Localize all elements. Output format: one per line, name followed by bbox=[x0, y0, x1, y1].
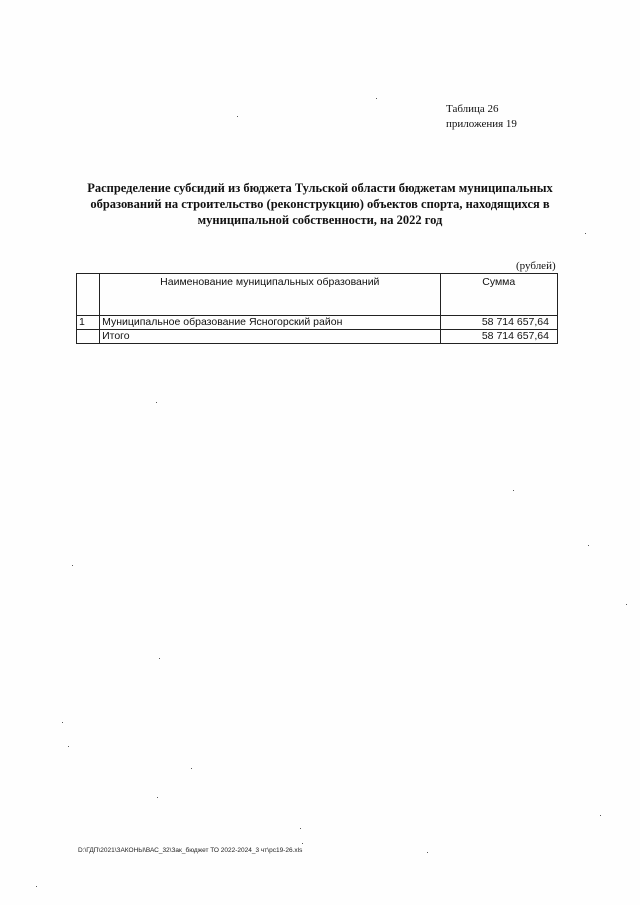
appendix-number: приложения 19 bbox=[446, 118, 517, 130]
scan-speck bbox=[157, 797, 158, 798]
scan-speck bbox=[68, 746, 69, 747]
scan-speck bbox=[300, 828, 301, 829]
scan-speck bbox=[588, 545, 589, 546]
scan-speck bbox=[427, 852, 428, 853]
title-line-1: Распределение субсидий из бюджета Тульской области бюджетам муниципальных bbox=[87, 181, 553, 195]
title-line-3: муниципальной собственности, на 2022 год bbox=[197, 213, 443, 227]
scan-speck bbox=[159, 658, 160, 659]
scan-speck bbox=[62, 722, 63, 723]
header-sum: Сумма bbox=[440, 274, 558, 316]
scan-speck bbox=[156, 402, 157, 403]
scan-speck bbox=[191, 768, 192, 769]
scan-speck bbox=[237, 116, 238, 117]
scan-speck bbox=[626, 604, 627, 605]
scan-speck bbox=[36, 886, 37, 887]
scan-speck bbox=[600, 815, 601, 816]
row-number: 1 bbox=[77, 316, 100, 330]
scan-speck bbox=[585, 233, 586, 234]
file-path: D:\ГДП\2021\ЗАКОНЫ\ВАС_32\Зак_бюджет ТО 2022-2024_3 чт\рс19-26.xls bbox=[78, 847, 303, 854]
total-sum: 58 714 657,64 bbox=[440, 330, 558, 344]
header-name: Наименование муниципальных образований bbox=[100, 274, 440, 316]
table-number: Таблица 26 bbox=[446, 103, 499, 115]
document-title bbox=[70, 180, 570, 228]
scan-speck bbox=[376, 98, 377, 99]
scan-speck bbox=[72, 565, 73, 566]
subsidy-table bbox=[76, 273, 558, 344]
scan-speck bbox=[302, 843, 303, 844]
table-row bbox=[77, 316, 558, 330]
total-number bbox=[77, 330, 100, 344]
total-label: Итого bbox=[100, 330, 440, 344]
units-label: (рублей) bbox=[516, 260, 556, 272]
scan-speck bbox=[513, 490, 514, 491]
table-total-row bbox=[77, 330, 558, 344]
table-reference bbox=[446, 102, 517, 132]
header-number bbox=[77, 274, 100, 316]
row-sum: 58 714 657,64 bbox=[440, 316, 558, 330]
row-name: Муниципальное образование Ясногорский район bbox=[100, 316, 440, 330]
table-header-row bbox=[77, 274, 558, 316]
title-line-2: образований на строительство (реконструкцию) объектов спорта, находящихся в bbox=[90, 197, 550, 211]
